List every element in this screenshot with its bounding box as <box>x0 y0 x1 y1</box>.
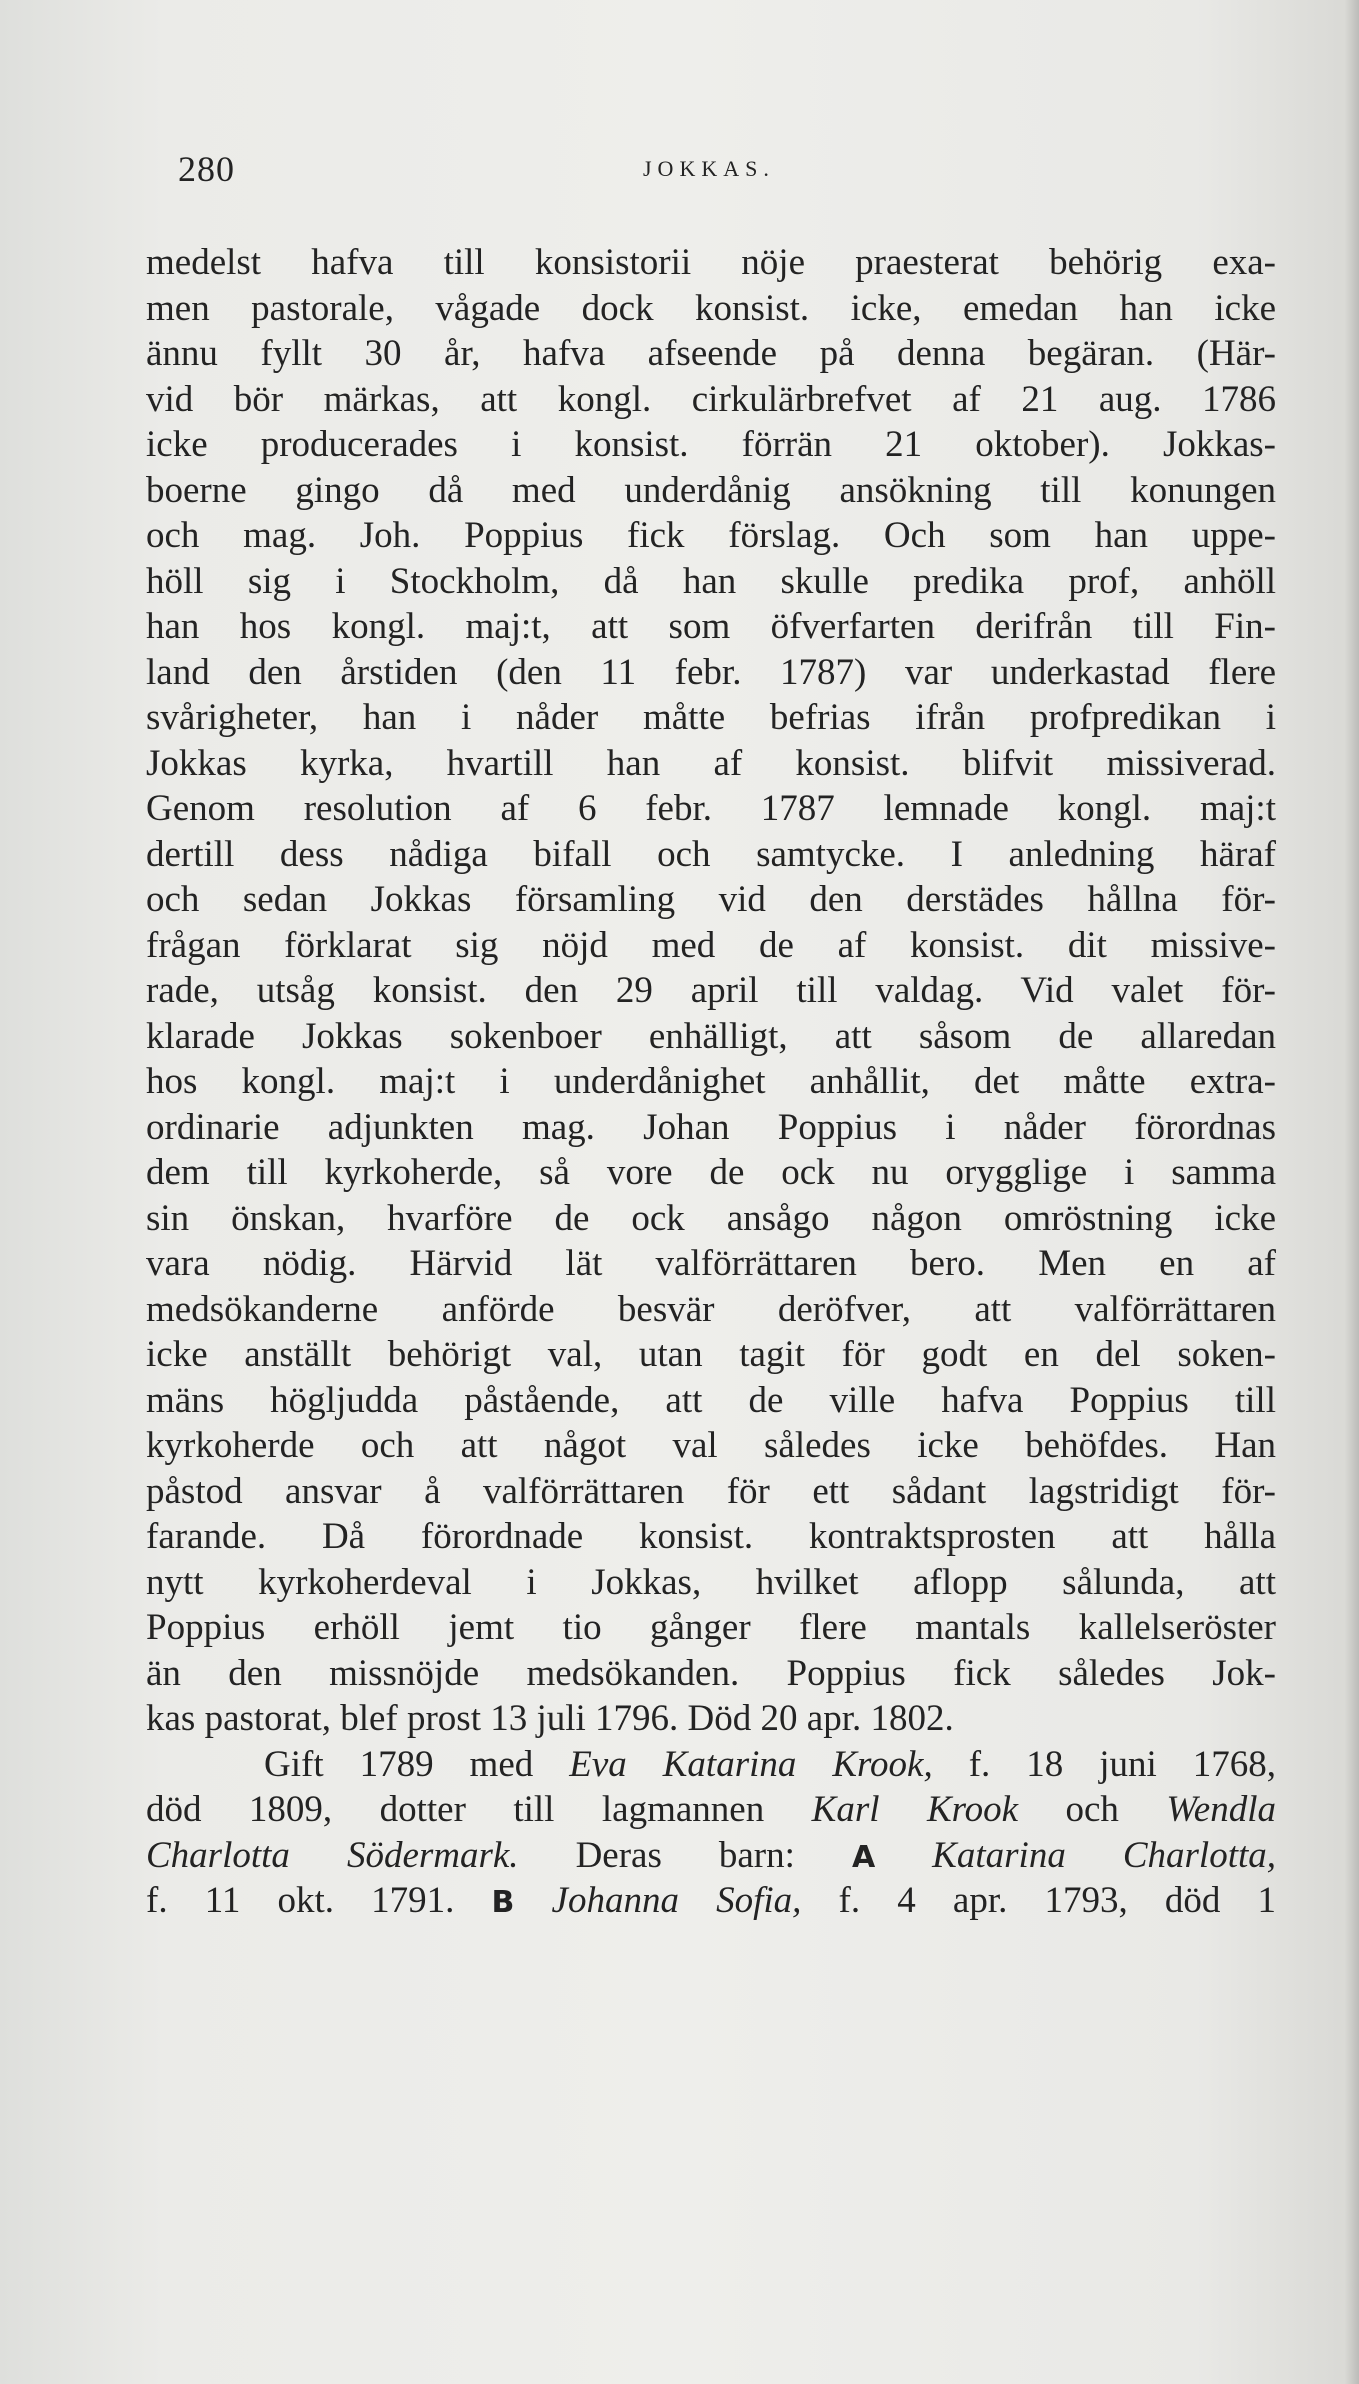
text-line: medelst hafva till konsistorii nöje praesterat behörig exa- <box>146 242 1276 283</box>
text-line: död 1809, dotter till lagmannen Karl Krook och Wendla <box>146 1789 1276 1830</box>
text-line: ännu fyllt 30 år, hafva afseende på denna begäran. (Här- <box>146 333 1276 374</box>
text-line: än den missnöjde medsökanden. Poppius fick således Jok- <box>146 1652 1276 1694</box>
text-line: icke anställt behörigt val, utan tagit för godt en del soken- <box>146 1334 1276 1375</box>
text-line: dem till kyrkoherde, så vore de ock nu oryggligе i samma <box>146 1152 1276 1193</box>
child-name: Johanna Sofia, <box>514 1880 802 1921</box>
text-line: men pastorale, vågade dock konsist. icke, emedan han icke <box>146 287 1276 329</box>
text-line: f. 11 okt. 1791. B Johanna Sofia, f. 4 apr. 1793, död 1 <box>146 1880 1276 1921</box>
text-line: han hos kongl. maj:t, att som öfverfarten derifrån till Fin- <box>146 606 1276 647</box>
paragraph-main <box>146 240 1276 1742</box>
text-line: Charlotta Södermark. Deras barn: A Katarina Charlotta, <box>146 1834 1276 1876</box>
text-line: påstod ansvar å valförrättaren för ett sådant lagstridigt för- <box>146 1470 1276 1512</box>
text-line: mäns högljudda påstående, att de ville hafva Poppius till <box>146 1379 1276 1421</box>
text-line: Genom resolution af 6 febr. 1787 lemnade kongl. maj:t <box>146 788 1276 829</box>
body-text <box>146 240 1276 1924</box>
text-line: vara nödig. Härvid lät valförrättaren bero. Men en af <box>146 1243 1276 1284</box>
running-title: JOKKAS. <box>643 156 775 181</box>
text-line: vid bör märkas, att kongl. cirkulärbrefvet af 21 aug. 1786 <box>146 378 1276 420</box>
text-line: medsökanderne anförde besvär deröfver, att valförrättaren <box>146 1288 1276 1330</box>
text-line: land den årstiden (den 11 febr. 1787) var underkastad flere <box>146 651 1276 693</box>
text-line: nytt kyrkoherdeval i Jokkas, hvilket aflopp sålunda, att <box>146 1561 1276 1603</box>
mother-name: Wendla <box>1166 1789 1276 1830</box>
text-line: icke producerades i konsist. förrän 21 oktober). Jokkas- <box>146 424 1276 465</box>
text-line: och mag. Joh. Poppius fick förslag. Och som han uppe- <box>146 515 1276 556</box>
text-line: svårigheter, han i nåder måtte befrias ifrån profpredikan i <box>146 697 1276 738</box>
text-line: dertill dess nådiga bifall och samtycke. I anledning häraf <box>146 833 1276 875</box>
paragraph-marriage <box>146 1742 1276 1924</box>
child-name: Katarina Charlotta, <box>875 1834 1276 1876</box>
page-number: 280 <box>178 149 235 189</box>
text-line: Gift 1789 med Eva Katarina Krook, f. 18 juni 1768, <box>264 1743 1276 1785</box>
text-line: Jokkas kyrka, hvartill han af konsist. blifvit missiverad. <box>146 742 1276 784</box>
text-line: och sedan Jokkas församling vid den derstädes hållna för- <box>146 879 1276 920</box>
text-line: sin önskan, hvarföre de ock ansågo någon omröstning icke <box>146 1197 1276 1239</box>
text-line: höll sig i Stockholm, då han skulle predika prof, anhöll <box>146 560 1276 602</box>
text-line: frågan förklarat sig nöjd med de af konsist. dit missive- <box>146 924 1276 966</box>
wife-name: Eva Katarina Krook, <box>569 1743 933 1785</box>
text-line: klarade Jokkas sokenboer enhälligt, att såsom de allaredan <box>146 1015 1276 1057</box>
text-line: hos kongl. maj:t i underdånighet anhållit, det måtte extra- <box>146 1061 1276 1102</box>
running-head <box>178 148 1278 198</box>
child-marker: B <box>491 1885 515 1920</box>
text-line: boerne gingo då med underdånig ansökning till konungen <box>146 469 1276 511</box>
text-line: Poppius erhöll jemt tio gånger flere mantals kallelseröster <box>146 1607 1276 1648</box>
child-marker: A <box>851 1839 876 1875</box>
text-line: kyrkoherde och att något val således icke behöfdes. Han <box>146 1425 1276 1466</box>
page-edge-shadow <box>1345 0 1359 2384</box>
father-name: Karl Krook <box>811 1789 1019 1830</box>
text-line: rade, utsåg konsist. den 29 april till valdag. Vid valet för- <box>146 970 1276 1011</box>
text-line: kas pastorat, blef prost 13 juli 1796. Död 20 apr. 1802. <box>146 1698 954 1739</box>
mother-name: Charlotta Södermark. <box>146 1834 519 1876</box>
text-line: ordinarie adjunkten mag. Johan Poppius i nåder förordnas <box>146 1106 1276 1148</box>
text-line: farande. Då förordnade konsist. kontraktsprosten att hålla <box>146 1516 1276 1557</box>
